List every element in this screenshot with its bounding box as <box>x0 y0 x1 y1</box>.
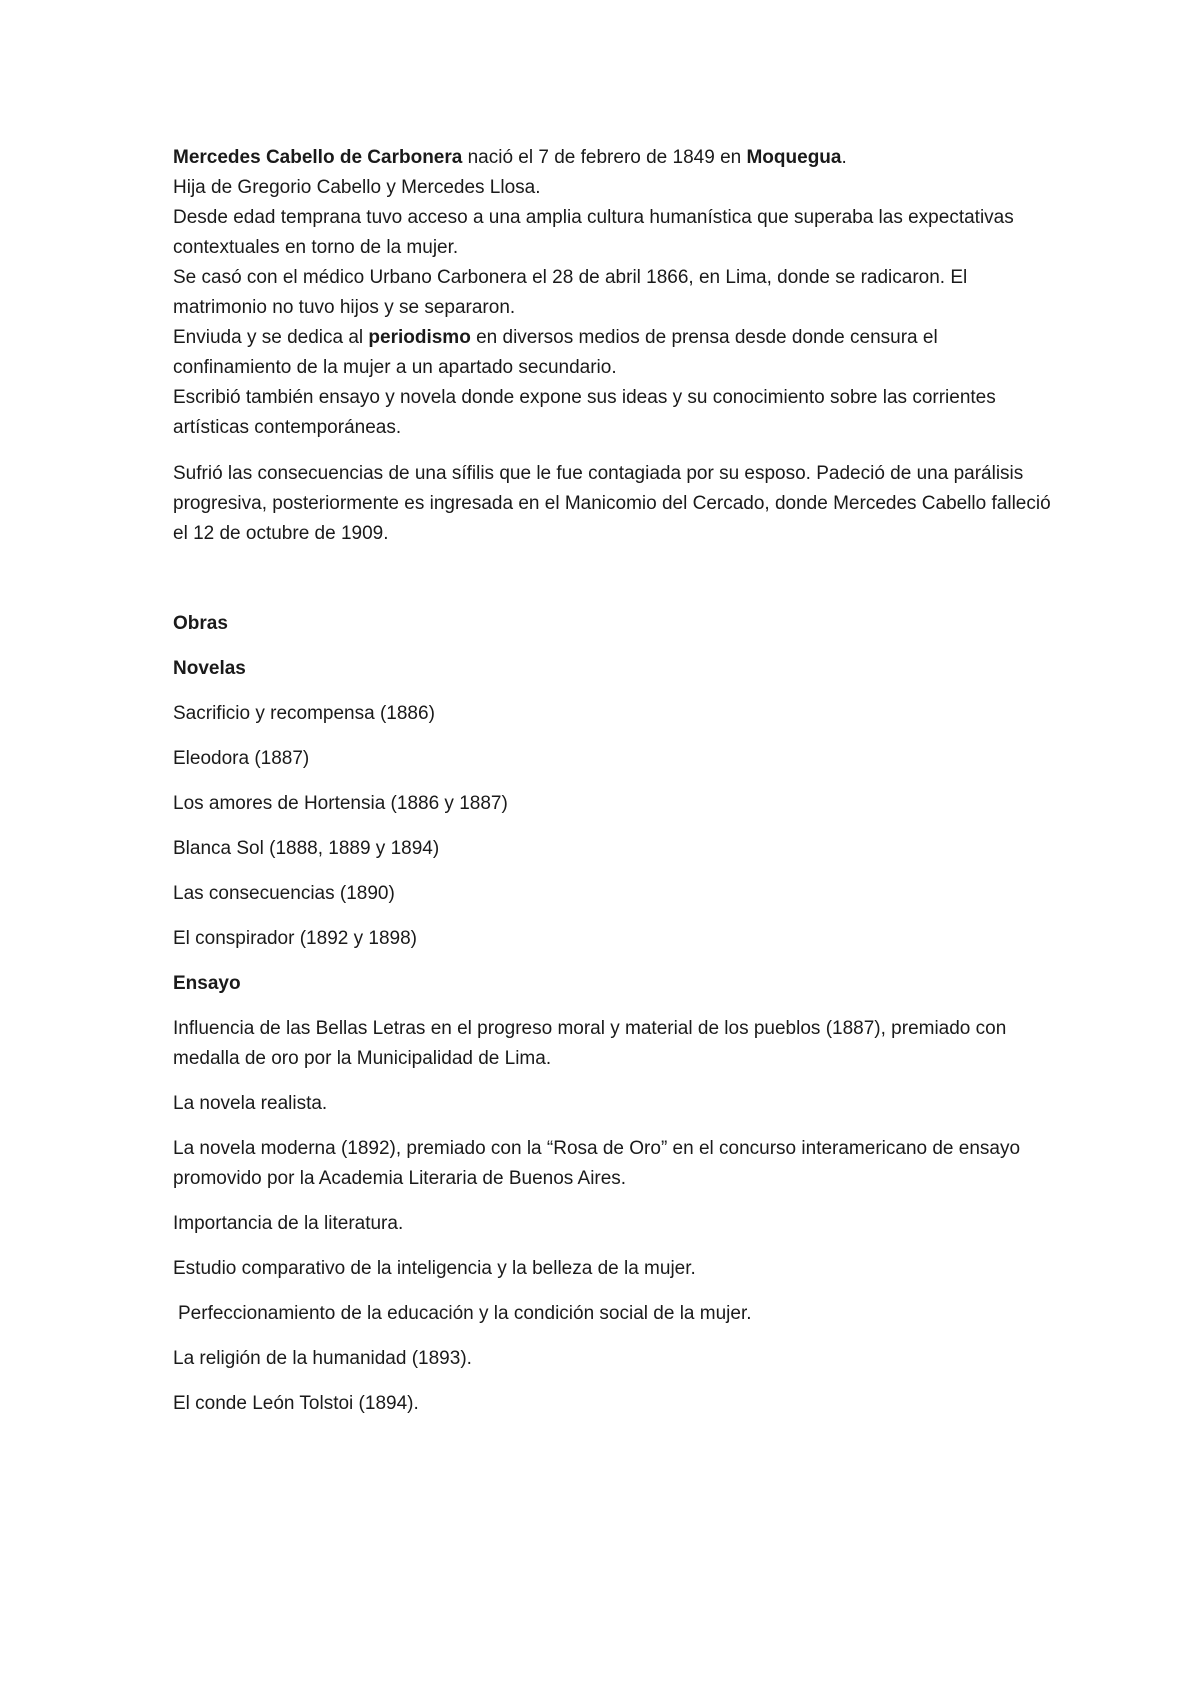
essay-item: El conde León Tolstoi (1894). <box>173 1393 419 1414</box>
novels-heading: Novelas <box>173 658 246 679</box>
bio-line-education: Desde edad temprana tuvo acceso a una amplia cultura humanística que superaba las expectativas contextuales en torno de la mujer. <box>173 207 1014 258</box>
bio-line-parents: Hija de Gregorio Cabello y Mercedes Llosa. <box>173 177 541 198</box>
journalism-term: periodismo <box>368 327 471 348</box>
works-heading: Obras <box>173 613 228 634</box>
essays-heading: Ensayo <box>173 973 241 994</box>
author-name: Mercedes Cabello de Carbonera <box>173 147 463 168</box>
bio-line-marriage: Se casó con el médico Urbano Carbonera el 28 de abril 1866, en Lima, donde se radicaron. El matrimonio no tuvo hijos y se separaron. <box>173 267 968 318</box>
novel-item: Eleodora (1887) <box>173 748 310 769</box>
document-page <box>173 143 1053 1434</box>
novel-item: Blanca Sol (1888, 1889 y 1894) <box>173 838 440 859</box>
novel-item: Sacrificio y recompensa (1886) <box>173 703 435 724</box>
birthplace: Moquegua <box>746 147 842 168</box>
novel-item: Los amores de Hortensia (1886 y 1887) <box>173 793 508 814</box>
essay-item: Perfeccionamiento de la educación y la condición social de la mujer. <box>178 1303 752 1324</box>
essay-item: La novela realista. <box>173 1093 328 1114</box>
essay-item: Influencia de las Bellas Letras en el progreso moral y material de los pueblos (1887), premiado con medalla de oro por la Municipalidad de Lima. <box>173 1018 1007 1069</box>
bio-line-birth: Mercedes Cabello de Carbonera nació el 7 de febrero de 1849 en Moquegua. <box>173 147 847 168</box>
essay-item: La novela moderna (1892), premiado con la “Rosa de Oro” en el concurso interamericano de ensayo promovido por la Academia Literaria de Buenos Aires. <box>173 1138 1021 1189</box>
novel-item: El conspirador (1892 y 1898) <box>173 928 417 949</box>
essay-item: La religión de la humanidad (1893). <box>173 1348 472 1369</box>
essay-item: Estudio comparativo de la inteligencia y la belleza de la mujer. <box>173 1258 696 1279</box>
illness-paragraph: Sufrió las consecuencias de una sífilis que le fue contagiada por su esposo. Padeció de una parálisis progresiva, posteriormente es ingresada en el Manicomio del Cercado, donde Mercedes Cabello falleció el 12 de octubre de 1909. <box>173 463 1051 544</box>
essay-item: Importancia de la literatura. <box>173 1213 404 1234</box>
bio-line-writing: Escribió también ensayo y novela donde expone sus ideas y su conocimiento sobre las corrientes artísticas contemporáneas. <box>173 387 996 438</box>
bio-line-journalism: Enviuda y se dedica al periodismo en diversos medios de prensa desde donde censura el confinamiento de la mujer a un apartado secundario. <box>173 327 938 378</box>
novel-item: Las consecuencias (1890) <box>173 883 395 904</box>
biography-paragraph <box>173 143 1053 443</box>
